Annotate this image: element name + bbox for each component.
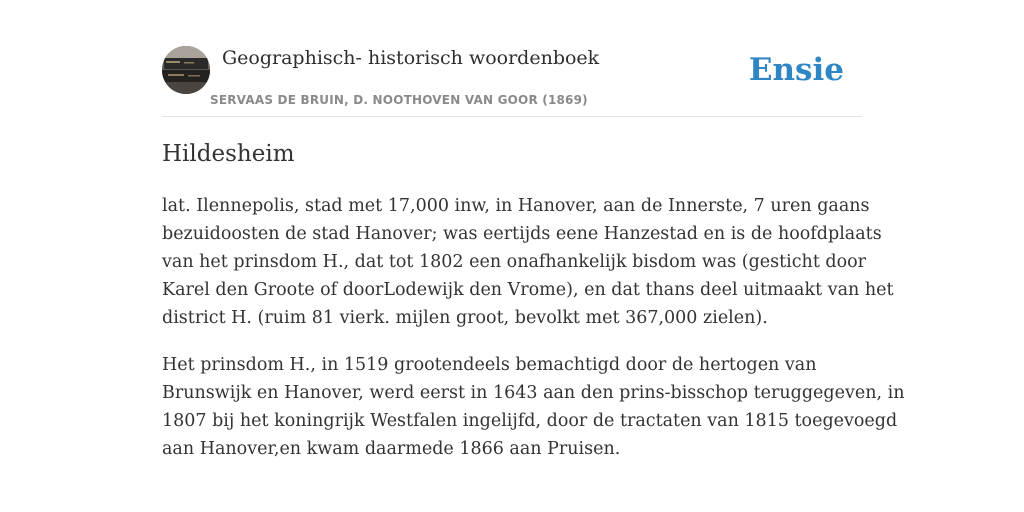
site-header bbox=[162, 46, 862, 117]
paragraph-line: bezuidoosten de stad Hanover; was eertijds eene Hanzestad en is de hoofdplaats bbox=[162, 224, 882, 244]
entry-content bbox=[162, 192, 905, 482]
ensie-logo[interactable]: Ensie bbox=[748, 52, 844, 88]
paragraph-line: aan Hanover,en kwam daarmede 1866 aan Pruisen. bbox=[162, 439, 621, 459]
book-author: SERVAAS DE BRUIN, D. NOOTHOVEN VAN GOOR (1869) bbox=[210, 93, 588, 107]
entry-title: Hildesheim bbox=[162, 141, 295, 167]
entry-paragraph bbox=[162, 192, 894, 332]
paragraph-line: lat. Ilennepolis, stad met 17,000 inw, in Hanover, aan de Innerste, 7 uren gaans bbox=[162, 196, 870, 216]
book-cover-avatar[interactable] bbox=[162, 46, 210, 94]
paragraph-line: van het prinsdom H., dat tot 1802 een onafhankelijk bisdom was (gesticht door bbox=[162, 252, 867, 272]
paragraph-line: district H. (ruim 81 vierk. mijlen groot, bevolkt met 367,000 zielen). bbox=[162, 308, 768, 328]
paragraph-line: Karel den Groote of doorLodewijk den Vrome), en dat thans deel uitmaakt van het bbox=[162, 280, 894, 300]
entry-paragraph bbox=[162, 351, 905, 463]
book-title-link[interactable]: Geographisch- historisch woordenboek bbox=[222, 47, 600, 69]
book-spines-icon bbox=[162, 46, 210, 94]
paragraph-line: Het prinsdom H., in 1519 grootendeels bemachtigd door de hertogen van bbox=[162, 355, 817, 375]
paragraph-line: Brunswijk en Hanover, werd eerst in 1643 aan den prins-bisschop teruggegeven, in bbox=[162, 383, 905, 403]
paragraph-line: 1807 bij het koningrijk Westfalen ingelijfd, door de tractaten van 1815 toegevoegd bbox=[162, 411, 898, 431]
